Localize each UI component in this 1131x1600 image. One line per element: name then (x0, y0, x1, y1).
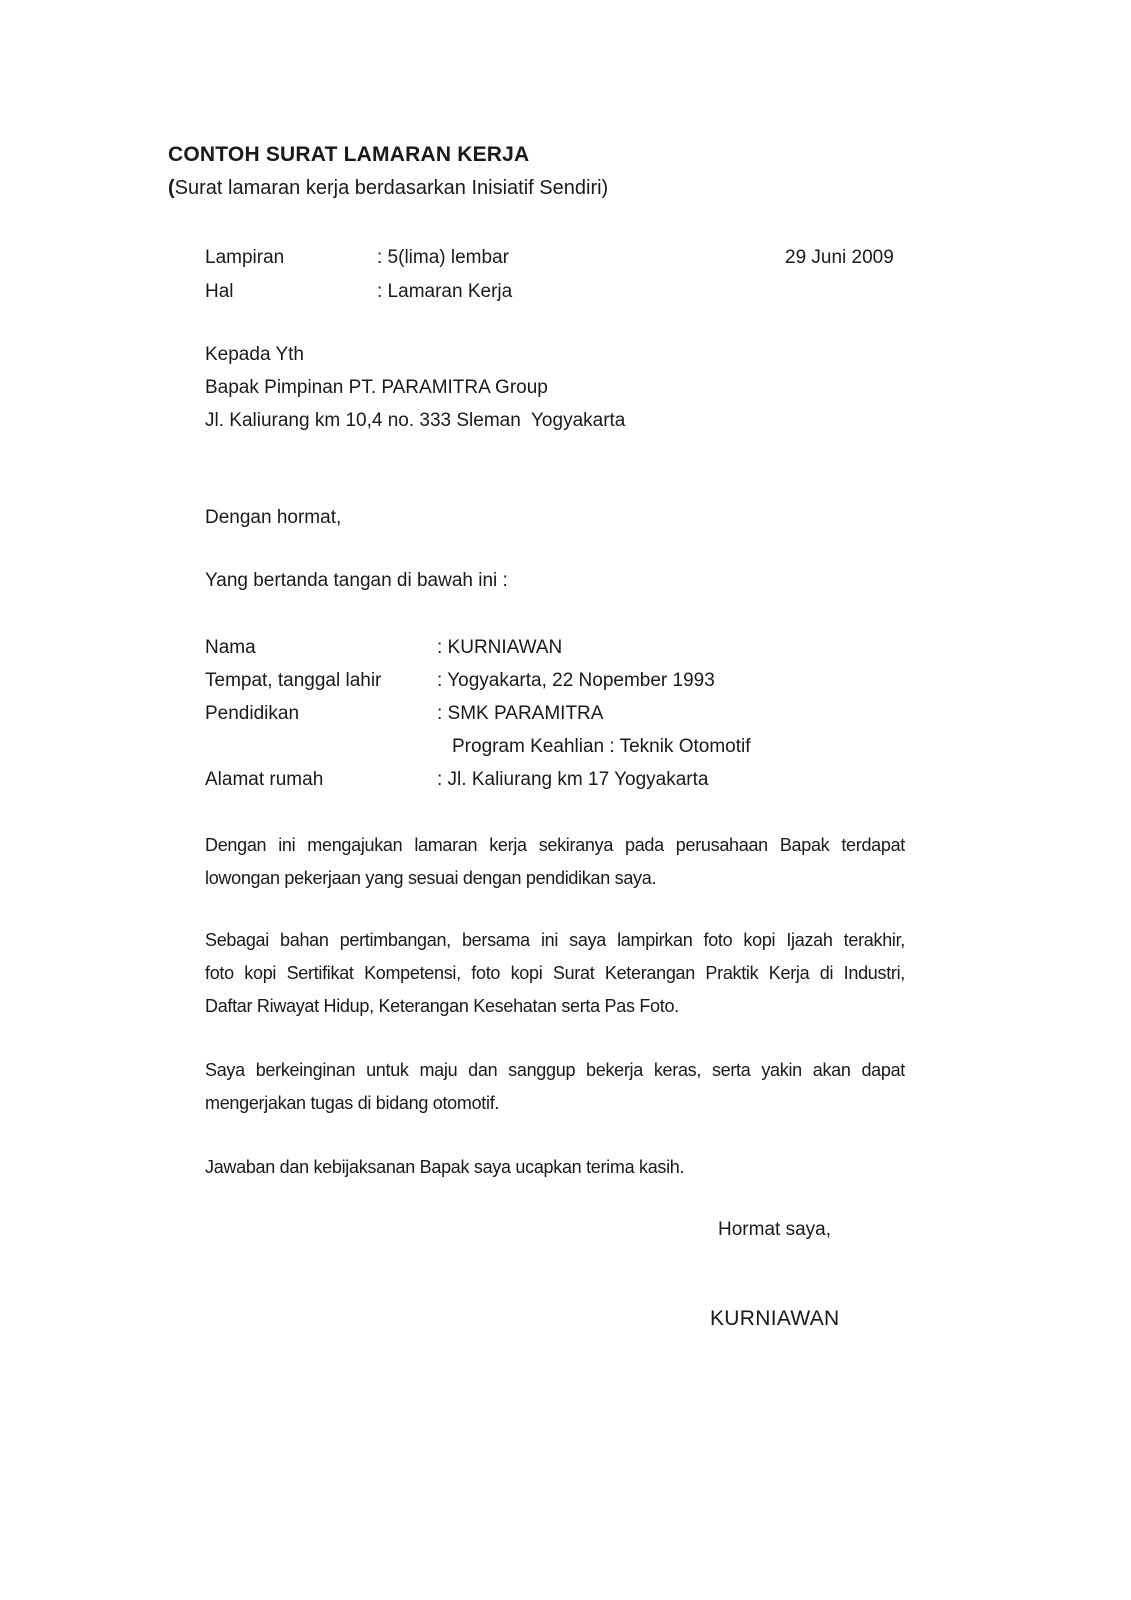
intro-line: Yang bertanda tangan di bawah ini : (205, 570, 508, 591)
paragraph-line: mengerjakan tugas di bidang otomotif. (205, 1093, 500, 1113)
header-value-hal: : Lamaran Kerja (377, 281, 513, 302)
paragraph-line: lowongan pekerjaan yang sesuai dengan pendidikan saya. (205, 868, 657, 888)
letter-date: 29 Juni 2009 (785, 247, 894, 268)
header-value-lampiran: : 5(lima) lembar (377, 247, 509, 268)
header-label-lampiran: Lampiran (205, 247, 285, 268)
paragraph-line: Saya berkeinginan untuk maju dan sanggup bekerja keras, serta yakin akan dapat (205, 1060, 905, 1080)
paragraph-line: foto kopi Sertifikat Kompetensi, foto kopi Surat Keterangan Praktik Kerja di Industri, (205, 963, 905, 983)
bio-label-nama: Nama (205, 637, 256, 658)
paragraph-line: Sebagai bahan pertimbangan, bersama ini saya lampirkan foto kopi Ijazah terakhir, (205, 930, 905, 950)
paragraph-line: Dengan ini mengajukan lamaran kerja sekiranya pada perusahaan Bapak terdapat (205, 835, 905, 855)
subtitle-text: Surat lamaran kerja berdasarkan Inisiatif Sendiri) (174, 177, 609, 199)
paragraph-attachments (205, 924, 905, 1023)
document-title: CONTOH SURAT LAMARAN KERJA (168, 143, 530, 166)
bio-label-pendidikan: Pendidikan (205, 703, 300, 724)
salutation: Dengan hormat, (205, 507, 342, 528)
bio-value-nama: : KURNIAWAN (437, 637, 563, 658)
closing-phrase: Hormat saya, (718, 1219, 831, 1240)
recipient-line: Jl. Kaliurang km 10,4 no. 333 Sleman Yogyakarta (205, 410, 626, 431)
subtitle-open-paren: ( (168, 177, 175, 199)
paragraph-line: Jawaban dan kebijaksanan Bapak saya ucapkan terima kasih. (205, 1157, 685, 1177)
document-subtitle (168, 177, 608, 200)
bio-label-alamat: Alamat rumah (205, 769, 324, 790)
paragraph-line: Daftar Riwayat Hidup, Keterangan Kesehatan serta Pas Foto. (205, 996, 679, 1016)
header-label-hal: Hal (205, 281, 234, 302)
bio-value-pendidikan: : SMK PARAMITRA (437, 703, 604, 724)
bio-value-program-keahlian: Program Keahlian : Teknik Otomotif (452, 736, 751, 757)
recipient-line: Bapak Pimpinan PT. PARAMITRA Group (205, 377, 548, 398)
paragraph-application (205, 829, 905, 895)
paragraph-thanks (205, 1151, 905, 1184)
bio-label-ttl: Tempat, tanggal lahir (205, 670, 382, 691)
signature-name: KURNIAWAN (710, 1307, 840, 1330)
recipient-line: Kepada Yth (205, 344, 304, 365)
paragraph-motivation (205, 1054, 905, 1120)
bio-value-alamat: : Jl. Kaliurang km 17 Yogyakarta (437, 769, 709, 790)
bio-value-ttl: : Yogyakarta, 22 Nopember 1993 (437, 670, 715, 691)
